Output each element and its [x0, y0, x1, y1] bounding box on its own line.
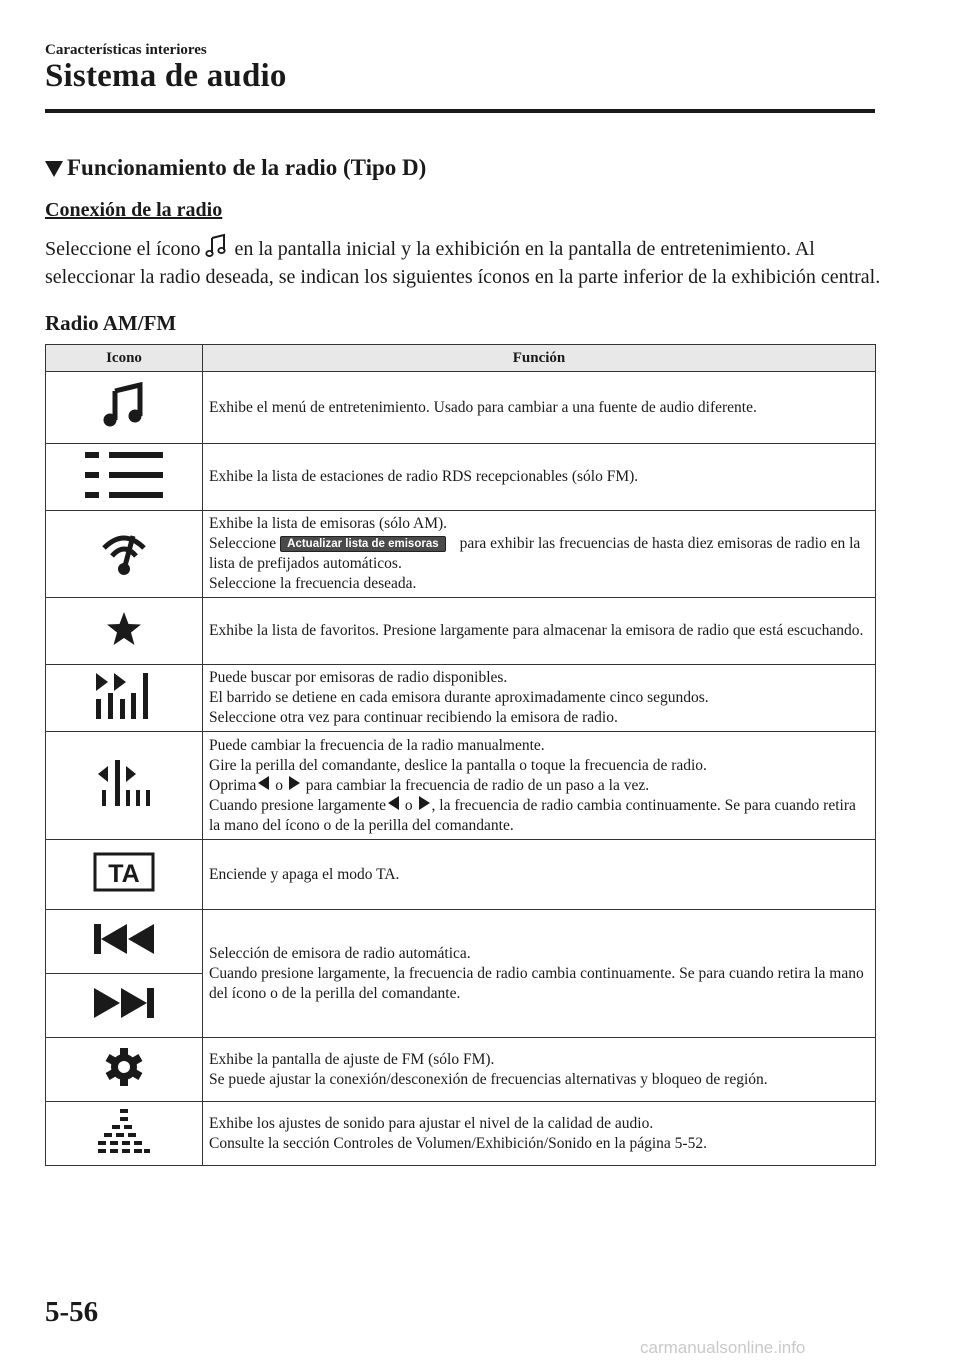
chapter-label: Características interiores: [45, 42, 207, 58]
intro-paragraph: [45, 233, 885, 291]
title-divider: [45, 109, 875, 113]
table-row: [46, 372, 876, 444]
row-text: Se puede ajustar la conexión/desconexión de frecuencias alternativas y bloqueo de región.: [209, 1070, 768, 1088]
row-text: Puede cambiar la frecuencia de la radio manualmente.: [209, 736, 545, 754]
row-text: Selección de emisora de radio automática.: [209, 944, 471, 962]
manual-tune-icon: [96, 758, 152, 808]
table-row: [46, 1102, 876, 1166]
arrow-right-icon: [289, 776, 300, 790]
music-note-icon: [102, 382, 146, 428]
row-text: o: [275, 776, 283, 794]
table-header-row: [46, 345, 876, 372]
seek-back-icon: [92, 922, 156, 956]
row-text: Exhibe la pantalla de ajuste de FM (sólo FM).: [209, 1050, 495, 1068]
row-text: Seleccione otra vez para continuar recibiendo la emisora de radio.: [209, 709, 618, 726]
table-row: [46, 1038, 876, 1102]
row-text: para exhibir las frecuencias de hasta diez emisoras de radio en la lista de prefijados automáticos.: [209, 535, 861, 572]
row-text: Oprima: [209, 776, 257, 794]
row-text: , la frecuencia de radio cambia continuamente. Se para cuando retira la mano del ícono o de la perilla del comandante.: [209, 796, 856, 834]
row-text: Exhibe la lista de favoritos. Presione largamente para almacenar la emisora de radio que está escuchando.: [209, 622, 864, 639]
sound-settings-icon: [96, 1107, 152, 1155]
row-text: Puede buscar por emisoras de radio disponibles.: [209, 669, 508, 686]
table-row: [46, 665, 876, 732]
row-text: Cuando presione largamente: [209, 796, 387, 814]
page-number: 5-56: [45, 1296, 99, 1328]
am-antenna-icon: [98, 526, 150, 578]
gear-icon: [104, 1047, 144, 1087]
table-row: [46, 732, 876, 840]
header-function: Función: [203, 345, 876, 372]
row-text: Exhibe la lista de estaciones de radio RDS recepcionables (sólo FM).: [209, 468, 639, 485]
row-text: Exhibe los ajustes de sonido para ajustar el nivel de la calidad de audio.: [209, 1114, 654, 1132]
intro-text-2: en la pantalla inicial y la exhibición en la pantalla de entretenimiento. Al seleccionar la radio deseada, se indican los siguientes íconos en la parte inferior de la exhibición central.: [45, 238, 881, 288]
table-row: [46, 910, 876, 974]
section-heading: [45, 155, 426, 181]
arrow-right-icon: [419, 796, 430, 810]
row-text: para cambiar la frecuencia de radio de un paso a la vez.: [305, 776, 650, 794]
subheading: Conexión de la radio: [45, 199, 223, 221]
row-text: Seleccione: [209, 535, 277, 552]
ta-label: TA: [108, 860, 140, 888]
ta-icon: [93, 852, 155, 892]
arrow-left-icon: [388, 796, 399, 810]
row-text: Exhibe el menú de entretenimiento. Usado para cambiar a una fuente de audio diferente.: [209, 398, 757, 416]
intro-text-1: Seleccione el ícono: [45, 238, 201, 260]
table-row: [46, 444, 876, 511]
section-heading-text: Funcionamiento de la radio (Tipo D): [67, 155, 427, 180]
scan-icon: [94, 671, 154, 721]
icon-function-table: [45, 344, 876, 1166]
row-text: El barrido se detiene en cada emisora durante aproximadamente cinco segundos.: [209, 689, 709, 706]
page-title: Sistema de audio: [45, 58, 287, 94]
row-text: Enciende y apaga el modo TA.: [209, 865, 400, 883]
update-station-list-button[interactable]: Actualizar lista de emisoras: [280, 536, 445, 552]
row-text: Cuando presione largamente, la frecuencia de radio cambia continuamente. Se para cuando retira la mano del ícono o de la perilla del comandante.: [209, 964, 864, 1002]
row-text: Seleccione la frecuencia deseada.: [209, 575, 417, 592]
table-row: [46, 840, 876, 910]
table-row: [46, 598, 876, 665]
star-icon: [106, 611, 142, 647]
arrow-left-icon: [258, 776, 269, 790]
row-text: Gire la perilla del comandante, deslice la pantalla o toque la frecuencia de radio.: [209, 756, 707, 774]
header-icon: Icono: [46, 345, 203, 372]
row-text: Exhibe la lista de emisoras (sólo AM).: [209, 515, 448, 532]
list-icon: [83, 450, 165, 500]
triangle-bullet-icon: [45, 161, 63, 177]
row-text: o: [404, 796, 413, 814]
row-text: Consulte la sección Controles de Volumen/Exhibición/Sonido en la página 5-52.: [209, 1134, 707, 1152]
radio-title: Radio AM/FM: [45, 311, 177, 335]
table-row: [46, 511, 876, 598]
seek-forward-icon: [92, 986, 156, 1020]
watermark: carmanualsonline.info: [640, 1338, 806, 1357]
music-note-icon: [203, 233, 229, 259]
